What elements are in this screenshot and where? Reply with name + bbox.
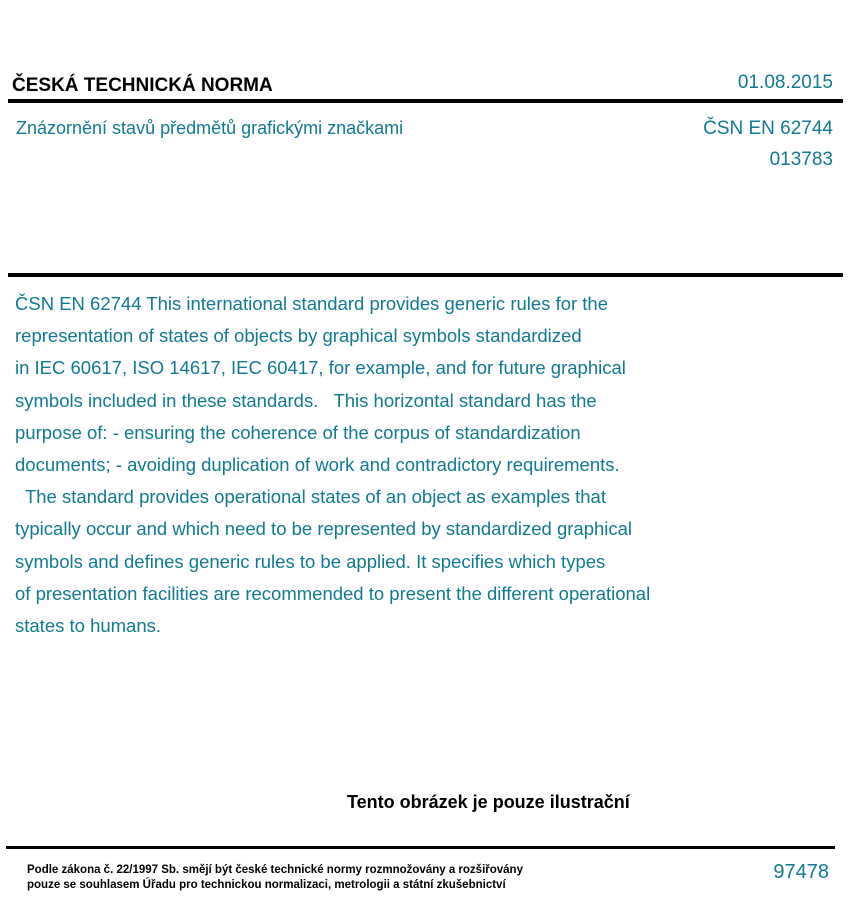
document-number: 97478 xyxy=(773,861,829,883)
standard-title: Znázornění stavů předmětů grafickými značkami xyxy=(16,118,404,138)
abstract-line: representation of states of objects by graphical symbols standardized xyxy=(15,325,582,347)
header-divider xyxy=(8,99,843,103)
abstract-line: The standard provides operational states of an object as examples that xyxy=(15,486,606,508)
issue-date: 01.08.2015 xyxy=(737,72,833,93)
abstract-line: in IEC 60617, ISO 14617, IEC 60417, for example, and for future graphical xyxy=(15,357,626,379)
footer-divider xyxy=(6,846,835,849)
abstract-line: ČSN EN 62744 This international standard provides generic rules for the xyxy=(15,293,609,314)
abstract-text xyxy=(15,288,775,642)
abstract-line: states to humans. xyxy=(15,615,162,637)
abstract-line: purpose of: - ensuring the coherence of the corpus of standardization xyxy=(15,421,581,443)
illustration-notice: Tento obrázek je pouze ilustrační xyxy=(347,792,630,812)
legal-line-1: Podle zákona č. 22/1997 Sb. smějí být české technické normy rozmnožovány a rozšiřovány xyxy=(27,864,523,876)
standard-code: ČSN EN 62744 xyxy=(703,118,833,139)
norm-heading: ČESKÁ TECHNICKÁ NORMA xyxy=(12,75,273,96)
abstract-line: documents; - avoiding duplication of work and contradictory requirements. xyxy=(15,454,620,476)
legal-notice xyxy=(27,863,523,893)
abstract-divider xyxy=(8,273,843,277)
legal-line-2: pouze se souhlasem Úřadu pro technickou normalizaci, metrologii a státní zkušebnictví xyxy=(27,879,506,891)
abstract-line: typically occur and which need to be represented by standardized graphical xyxy=(15,518,633,540)
abstract-line: of presentation facilities are recommended to present the different operational xyxy=(15,582,651,604)
abstract-line: symbols and defines generic rules to be applied. It specifies which types xyxy=(15,550,606,572)
abstract-line: symbols included in these standards. This horizontal standard has the xyxy=(15,389,597,411)
catalog-number: 013783 xyxy=(769,149,833,170)
